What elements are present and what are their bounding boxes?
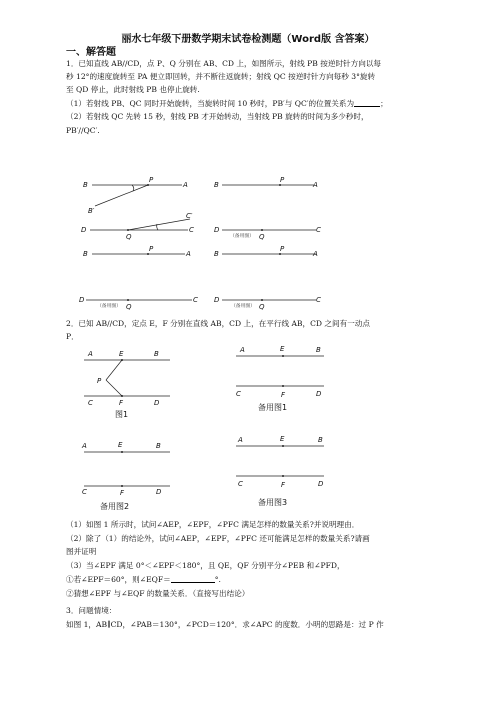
label-f: F xyxy=(281,481,286,489)
label-b: B xyxy=(83,181,88,189)
label-d: D xyxy=(154,399,160,407)
point-f xyxy=(282,475,284,477)
label-b: B xyxy=(83,250,88,258)
label-b: B xyxy=(316,346,321,354)
label-d: D xyxy=(214,296,220,304)
label-c: C xyxy=(193,296,198,304)
label-q: Q xyxy=(126,303,132,311)
label-d: D xyxy=(81,226,87,234)
label-f: F xyxy=(119,399,124,407)
label-a: A xyxy=(183,181,188,189)
label-e: E xyxy=(280,435,285,443)
q2-line-1: 2．已知 AB//CD，定点 E，F 分别在直线 AB，CD 上，在平行线 AB，CD 之间有一动点 xyxy=(66,319,370,328)
label-q: Q xyxy=(259,303,265,311)
q1-line-6: PB′//QC′. xyxy=(66,126,100,135)
segment-ep xyxy=(106,360,122,380)
point-f xyxy=(282,385,284,387)
label-c: C xyxy=(316,226,321,234)
label-c: C xyxy=(316,296,321,304)
q1-line-2: 秒 12°的速度旋转至 PA 便立即回转，并不断往返旋转；射线 QC 按逆时针方向每秒 3°旋转 xyxy=(66,72,376,81)
label-q: Q xyxy=(126,233,132,241)
q1-sub1-end: ； xyxy=(380,99,388,108)
figure-caption: 备用图1 xyxy=(258,403,288,412)
label-b: B xyxy=(214,250,219,258)
q3-line-2: 如图 1，AB∥CD，∠PAB＝130°，∠PCD＝120°．求∠APC 的度数．小明的思路是：过 P 作 xyxy=(66,620,384,629)
label-a: A xyxy=(88,350,93,358)
label-e: E xyxy=(118,441,123,449)
label-b: B xyxy=(154,350,159,358)
label-a: A xyxy=(313,181,318,189)
label-q: Q xyxy=(259,233,265,241)
figure-caption: 图1 xyxy=(115,410,129,419)
figure-caption: 备用图2 xyxy=(100,502,130,511)
point-f xyxy=(121,395,123,397)
label-a: A xyxy=(186,250,191,258)
label-p: P xyxy=(280,176,285,184)
label-p: P xyxy=(149,245,154,253)
q2-sub3-part2: ②猜想∠EPF 与∠EQF 的数量关系．（直接写出结论） xyxy=(66,589,250,598)
spare-figure-note: （备用图） xyxy=(230,234,254,239)
label-p: P xyxy=(280,245,285,253)
point-f xyxy=(121,485,123,487)
label-p: P xyxy=(149,176,154,184)
label-d: D xyxy=(156,488,162,496)
label-p: P xyxy=(97,377,102,385)
label-c: C xyxy=(82,488,87,496)
label-e: E xyxy=(280,345,285,353)
label-c: C xyxy=(88,399,93,407)
label-a: A xyxy=(238,436,243,444)
label-c-prime: C′ xyxy=(186,212,193,220)
q1-line-3: 至 QD 停止，此时射线 PB 也停止旋转. xyxy=(66,85,200,94)
spare-figure-note: （备用图） xyxy=(231,304,255,309)
figure-caption: 备用图3 xyxy=(258,498,288,507)
segment-pf xyxy=(106,380,122,396)
label-b-prime: B′ xyxy=(88,207,95,215)
section-heading: 一、解答题 xyxy=(66,47,116,58)
label-b: B xyxy=(214,181,219,189)
point-e xyxy=(282,445,284,447)
q1-line-5: （2）若射线 QC 先转 15 秒，射线 PB 才开始转动，当射线 PB 旋转的时间为多少秒时， xyxy=(66,112,369,121)
q1-sub1-text: （1）若射线 PB、QC 同时开始旋转，当旋转时间 10 秒时，PB′与 QC′的位置关系为 xyxy=(66,99,355,108)
q2-sub3-part1-end: °. xyxy=(214,575,221,584)
point-e xyxy=(282,355,284,357)
label-f: F xyxy=(120,489,125,497)
label-a: A xyxy=(82,442,87,450)
point-e xyxy=(121,451,123,453)
q2-sub1: （1）如图 1 所示时，试问∠AEP，∠EPF，∠PFC 满足怎样的数量关系?并说明理由． xyxy=(66,520,360,529)
label-b: B xyxy=(318,436,323,444)
label-e: E xyxy=(119,350,124,358)
label-c: C xyxy=(238,480,243,488)
label-a: A xyxy=(313,250,318,258)
q3-line-1: 3．问题情境： xyxy=(66,606,117,615)
q1-line-1: 1．已知直线 AB//CD，点 P、Q 分别在 AB、CD 上，如图所示，射线 PB 按逆时针方向以每 xyxy=(66,59,382,68)
label-f: F xyxy=(281,391,286,399)
label-c: C xyxy=(236,390,241,398)
label-d: D xyxy=(316,390,322,398)
label-b: B xyxy=(156,442,161,450)
spare-figure-note: （备用图） xyxy=(97,304,121,309)
q2-line-2: P． xyxy=(66,332,79,341)
label-c: C xyxy=(189,226,194,234)
label-d: D xyxy=(214,226,220,234)
q2-sub2-cont: 图并证明 xyxy=(66,547,97,556)
point-e xyxy=(121,359,123,361)
label-d: D xyxy=(318,480,324,488)
q2-sub3-part1-text: ①若∠EPF＝60°，则∠EQF＝ xyxy=(66,575,171,584)
label-a: A xyxy=(240,346,245,354)
label-d: D xyxy=(79,296,85,304)
q2-sub3: （3）当∠EPF 满足 0°＜∠EPF＜180°，且 QE，QF 分别平分∠PEB 和∠PFD， xyxy=(66,561,345,570)
q2-sub2: （2）除了（1）的结论外，试问∠AEP，∠EPF，∠PFC 还可能满足怎样的数量关系?请画 xyxy=(66,534,370,543)
page-title: 丽水七年级下册数学期末试卷检测题（Word版 含答案） xyxy=(121,34,375,45)
